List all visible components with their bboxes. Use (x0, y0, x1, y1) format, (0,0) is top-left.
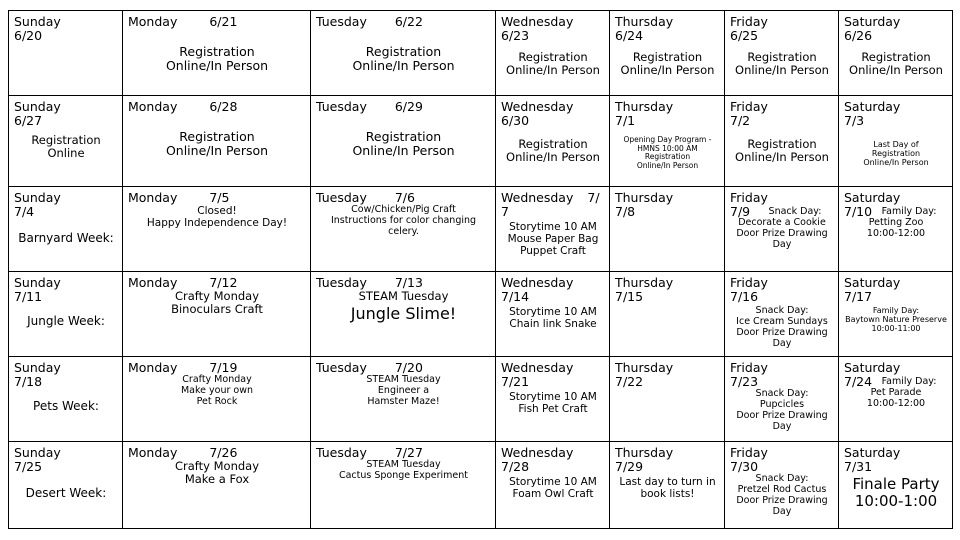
week-row (9, 96, 953, 187)
day-header: Friday 7/2 (730, 99, 768, 128)
day-header: Sunday 6/20 (14, 14, 61, 43)
event-text: Crafty Monday Make your own Pet Rock (180, 374, 254, 407)
event-text: Snack Day: Pupcicles Door Prize Drawing Day (736, 388, 828, 432)
day-header: Tuesday 6/22 (316, 14, 423, 29)
day-cell (311, 357, 496, 442)
week-theme: Desert Week: (25, 486, 107, 500)
day-cell (496, 96, 610, 187)
day-cell (311, 96, 496, 187)
day-header: Thursday 7/22 (615, 360, 674, 389)
day-header: Monday 7/12 (128, 275, 238, 290)
week-theme: Pets Week: (33, 399, 99, 413)
day-header: Saturday 7/31 (844, 445, 901, 474)
day-cell (9, 272, 123, 357)
day-cell (496, 272, 610, 357)
event-text: Opening Day Program - HMNS 10:00 AM Registration Online/In Person (623, 135, 712, 170)
event-headline: Finale Party 10:00-1:00 (852, 475, 940, 511)
event-text: STEAM Tuesday (358, 289, 449, 303)
event-text: Snack Day: Pretzel Rod Cactus Door Prize Drawing Day (736, 473, 828, 517)
day-cell (9, 442, 123, 529)
event-text: Registration Online (31, 133, 101, 161)
day-cell (839, 96, 953, 187)
event-text: Last day to turn in book lists! (619, 476, 716, 501)
week-row (9, 442, 953, 529)
day-header: Saturday 6/26 (844, 14, 901, 43)
event-text: Registration Online/In Person (506, 50, 600, 78)
event-text: Family Day: Baytown Nature Preserve 10:00-11:00 (845, 306, 947, 334)
day-header: Friday 7/30 (730, 445, 768, 474)
event-text: Registration Online/In Person (620, 50, 715, 78)
day-cell (839, 442, 953, 529)
day-cell (839, 187, 953, 272)
day-header: Friday 7/16 (730, 275, 768, 304)
day-cell (9, 96, 123, 187)
day-cell (610, 357, 725, 442)
day-cell (839, 272, 953, 357)
event-text: Closed! Happy Independence Day! (146, 205, 288, 230)
event-headline: Jungle Slime! (350, 304, 457, 324)
day-header: Monday 7/19 (128, 360, 238, 375)
day-cell (496, 11, 610, 96)
day-cell (311, 187, 496, 272)
day-header: Saturday 7/10 (844, 190, 901, 219)
day-header: Thursday 7/8 (615, 190, 674, 219)
event-text: Snack Day: Ice Cream Sundays Door Prize Drawing Day (736, 305, 828, 349)
day-header: Tuesday 7/20 (316, 360, 423, 375)
day-cell (123, 96, 311, 187)
day-header: Sunday 7/4 (14, 190, 61, 219)
day-header: Friday 7/23 (730, 360, 768, 389)
day-cell (496, 187, 610, 272)
week-row (9, 187, 953, 272)
day-cell (123, 272, 311, 357)
event-text: Registration Online/In Person (165, 44, 269, 74)
day-cell (123, 11, 311, 96)
event-text: Storytime 10 AM Fish Pet Craft (509, 391, 597, 416)
day-header: Monday 7/26 (128, 445, 238, 460)
day-cell (123, 357, 311, 442)
event-text: Crafty Monday Make a Fox (174, 459, 260, 487)
day-header: Tuesday 7/13 (316, 275, 423, 290)
day-header: Thursday 6/24 (615, 14, 674, 43)
week-row (9, 11, 953, 96)
week-row (9, 272, 953, 357)
day-header: Tuesday 7/27 (316, 445, 423, 460)
day-header: Monday 7/5 (128, 190, 230, 205)
event-text: Registration Online/In Person (735, 137, 829, 165)
day-cell (725, 357, 839, 442)
day-header: Wednesday 7/21 (501, 360, 574, 389)
day-header: Wednesday 7/28 (501, 445, 574, 474)
day-cell (311, 272, 496, 357)
event-text: Registration Online/In Person (735, 50, 829, 78)
day-cell (839, 357, 953, 442)
day-header: Sunday 7/18 (14, 360, 61, 389)
day-cell (610, 272, 725, 357)
event-text: Storytime 10 AM Foam Owl Craft (509, 476, 597, 501)
week-row (9, 357, 953, 442)
event-text: Storytime 10 AM Chain link Snake (509, 306, 597, 331)
event-text: Snack Day: Decorate a Cookie Door Prize Drawing Day (736, 206, 828, 250)
day-header: Thursday 7/29 (615, 445, 674, 474)
day-cell (725, 442, 839, 529)
event-text: Last Day of Registration Online/In Person (863, 140, 929, 168)
day-header: Saturday 7/17 (844, 275, 901, 304)
day-cell (610, 442, 725, 529)
event-text: Registration Online/In Person (352, 129, 455, 159)
day-header: Wednesday 7/ 7 (501, 190, 600, 219)
event-text: Family Day: Pet Parade 10:00-12:00 (866, 376, 937, 409)
event-text: STEAM Tuesday Cactus Sponge Experiment (338, 459, 469, 481)
day-cell (9, 187, 123, 272)
day-header: Sunday 7/25 (14, 445, 61, 474)
day-header: Sunday 7/11 (14, 275, 61, 304)
event-text: Family Day: Petting Zoo 10:00-12:00 (866, 206, 937, 239)
day-cell (610, 11, 725, 96)
day-cell (725, 96, 839, 187)
day-cell (123, 442, 311, 529)
day-header: Tuesday 7/6 (316, 190, 415, 205)
day-header: Saturday 7/3 (844, 99, 901, 128)
day-cell (123, 187, 311, 272)
day-header: Wednesday 6/30 (501, 99, 574, 128)
event-text: Registration Online/In Person (165, 129, 269, 159)
day-cell (839, 11, 953, 96)
week-theme: Barnyard Week: (18, 231, 114, 245)
event-text: STEAM Tuesday Engineer a Hamster Maze! (366, 374, 441, 407)
day-cell (9, 11, 123, 96)
day-header: Monday 6/21 (128, 14, 238, 29)
day-cell (496, 442, 610, 529)
day-header: Wednesday 6/23 (501, 14, 574, 43)
day-header: Monday 6/28 (128, 99, 238, 114)
event-text: Storytime 10 AM Mouse Paper Bag Puppet Craft (507, 221, 599, 258)
day-cell (311, 11, 496, 96)
day-header: Friday 6/25 (730, 14, 768, 43)
event-text: Registration Online/In Person (352, 44, 455, 74)
day-cell (311, 442, 496, 529)
week-theme: Jungle Week: (27, 314, 105, 328)
day-header: Thursday 7/1 (615, 99, 674, 128)
day-cell (496, 357, 610, 442)
calendar-table (8, 10, 953, 529)
day-header: Tuesday 6/29 (316, 99, 423, 114)
day-cell (610, 187, 725, 272)
day-cell (725, 187, 839, 272)
day-header: Thursday 7/15 (615, 275, 674, 304)
event-text: Registration Online/In Person (849, 50, 943, 78)
day-header: Saturday 7/24 (844, 360, 901, 389)
day-header: Wednesday 7/14 (501, 275, 574, 304)
event-text: Cow/Chicken/Pig Craft Instructions for color changing celery. (330, 204, 477, 237)
day-cell (9, 357, 123, 442)
day-header: Friday 7/9 (730, 190, 768, 219)
event-text: Crafty Monday Binoculars Craft (171, 289, 263, 317)
event-text: Registration Online/In Person (506, 137, 600, 165)
day-header: Sunday 6/27 (14, 99, 61, 128)
day-cell (725, 11, 839, 96)
day-cell (610, 96, 725, 187)
day-cell (725, 272, 839, 357)
